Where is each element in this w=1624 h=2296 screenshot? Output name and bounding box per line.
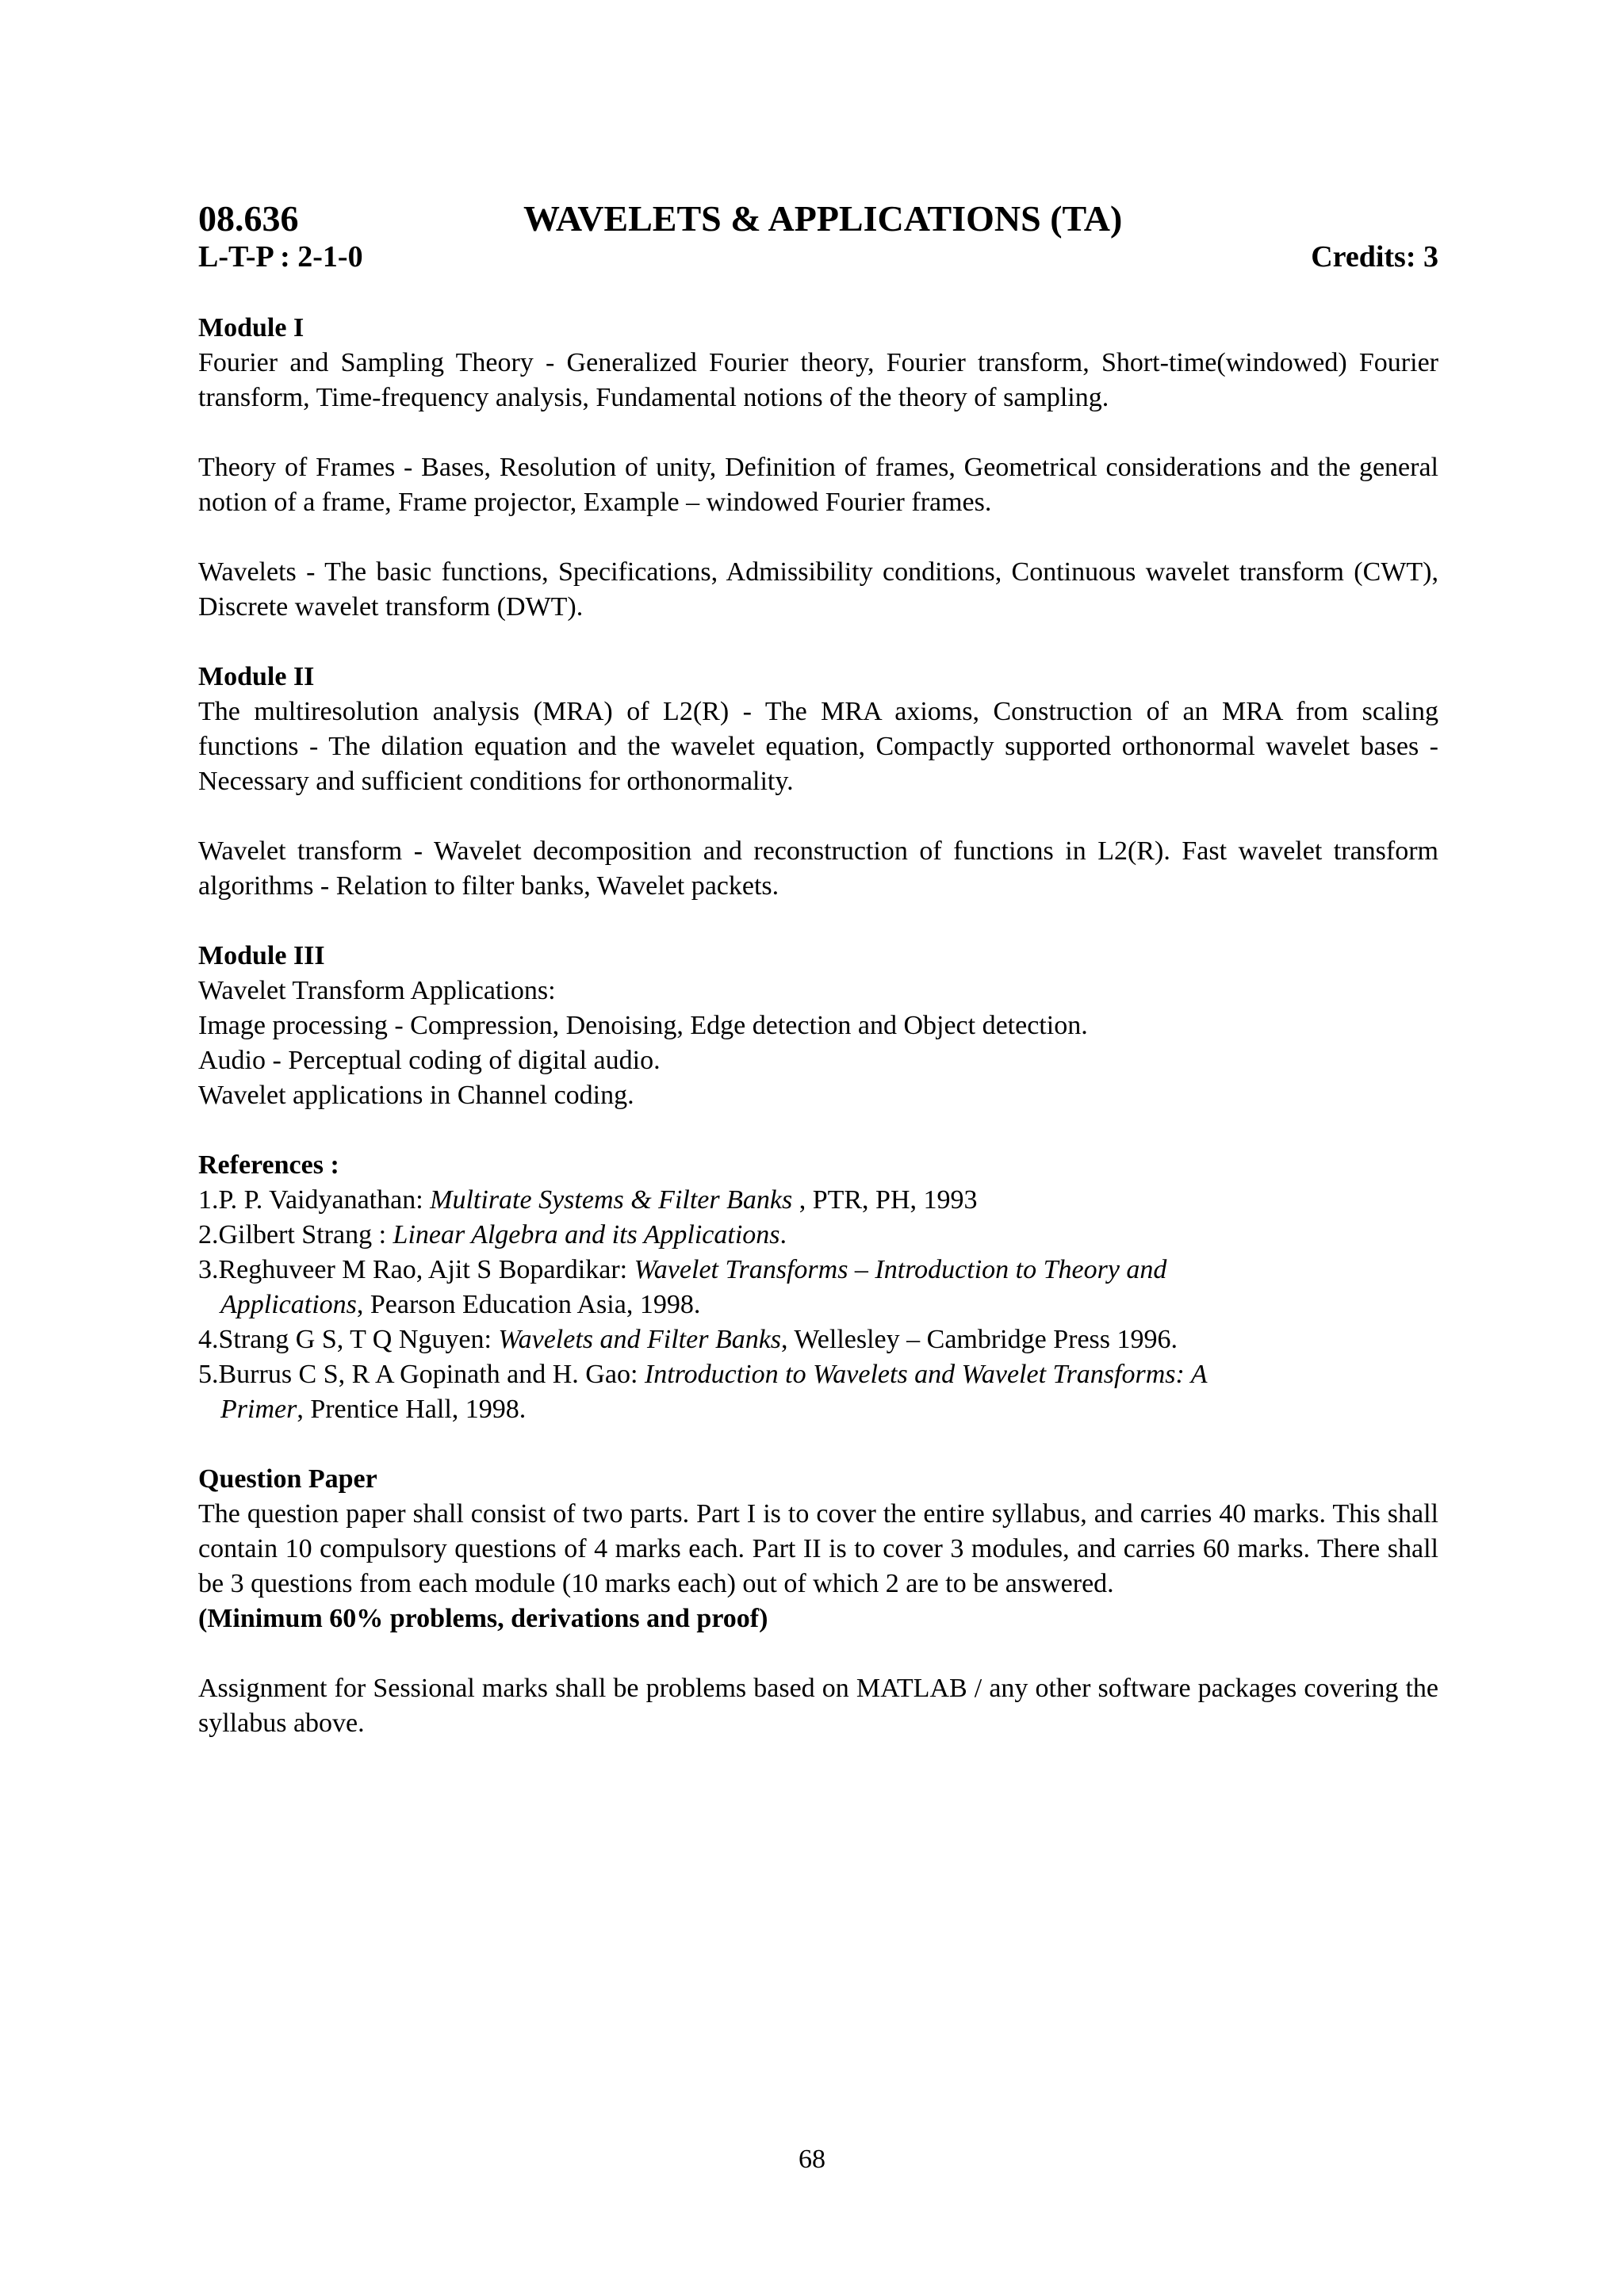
- module-1-heading: Module I: [198, 313, 304, 342]
- reference-title: Wavelets and Filter Banks: [498, 1325, 782, 1354]
- reference-item: [198, 1357, 1438, 1392]
- module-2-heading: Module II: [198, 662, 315, 691]
- question-paper-heading: Question Paper: [198, 1464, 377, 1494]
- reference-author: 1.P. P. Vaidyanathan:: [198, 1185, 431, 1215]
- reference-author: 4.Strang G S, T Q Nguyen:: [198, 1325, 499, 1354]
- module-3-heading: Module III: [198, 941, 325, 970]
- reference-title: Multirate Systems & Filter Banks: [430, 1185, 793, 1215]
- reference-item: [198, 1183, 1438, 1218]
- reference-item: [198, 1322, 1438, 1357]
- reference-publisher: , Pearson Education Asia, 1998.: [356, 1290, 701, 1319]
- reference-publisher: , PTR, PH, 1993: [792, 1185, 978, 1215]
- reference-title: Wavelet Transforms – Introduction to Theory and: [634, 1255, 1167, 1284]
- reference-publisher: , Prentice Hall, 1998.: [297, 1395, 527, 1424]
- references-heading: References :: [198, 1150, 339, 1180]
- reference-author: 2.Gilbert Strang :: [198, 1220, 393, 1249]
- module-3-line: Image processing - Compression, Denoising, Edge detection and Object detection.: [198, 1011, 1088, 1040]
- module-2-paragraph-2: Wavelet transform - Wavelet decomposition and reconstruction of functions in L2(R). Fast wavelet transform algorithms - Relation to filter banks, Wavelet packets.: [198, 836, 1438, 901]
- reference-title: Primer: [220, 1395, 297, 1424]
- reference-title: Applications: [220, 1290, 357, 1319]
- module-3-line: Audio - Perceptual coding of digital audio.: [198, 1046, 661, 1075]
- question-paper-note: (Minimum 60% problems, derivations and proof): [198, 1604, 768, 1633]
- module-3-content: [198, 974, 1438, 1113]
- assignment-paragraph: Assignment for Sessional marks shall be problems based on MATLAB / any other software packages covering the syllabus above.: [198, 1674, 1438, 1738]
- reference-author: 3.Reghuveer M Rao, Ajit S Bopardikar:: [198, 1255, 634, 1284]
- reference-author: 5.Burrus C S, R A Gopinath and H. Gao:: [198, 1360, 645, 1389]
- course-code: 08.636: [198, 198, 299, 239]
- reference-item-continued: [198, 1288, 1438, 1322]
- module-3-line: Wavelet applications in Channel coding.: [198, 1081, 634, 1110]
- course-meta: [198, 239, 1438, 274]
- ltp-label: L-T-P : 2-1-0: [198, 240, 363, 274]
- reference-publisher: .: [779, 1220, 787, 1249]
- module-1-paragraph-1: Fourier and Sampling Theory - Generalized Fourier theory, Fourier transform, Short-time(windowed) Fourier transform, Time-frequency analysis, Fundamental notions of the theory of sampling.: [198, 348, 1438, 412]
- module-3-line: Wavelet Transform Applications:: [198, 976, 556, 1005]
- course-title: WAVELETS & APPLICATIONS (TA): [523, 198, 1123, 239]
- page-number: 68: [799, 2145, 825, 2174]
- reference-publisher: , Wellesley – Cambridge Press 1996.: [781, 1325, 1178, 1354]
- reference-item: [198, 1253, 1438, 1288]
- reference-item: [198, 1218, 1438, 1253]
- reference-title: Introduction to Wavelets and Wavelet Transforms: A: [644, 1360, 1208, 1389]
- references-list: [198, 1183, 1438, 1427]
- credits-label: Credits: 3: [1311, 240, 1438, 274]
- reference-item-continued: [198, 1392, 1438, 1427]
- syllabus-page: [198, 198, 1438, 1741]
- question-paper-paragraph: The question paper shall consist of two parts. Part I is to cover the entire syllabus, and carries 40 marks. This shall contain 10 compulsory questions of 4 marks each. Part II is to cover 3 modules, and carries 60 marks. There shall be 3 questions from each module (10 marks each) out of which 2 are to be answered.: [198, 1499, 1438, 1598]
- course-header: [198, 198, 1438, 239]
- module-2-paragraph-1: The multiresolution analysis (MRA) of L2(R) - The MRA axioms, Construction of an MRA from scaling functions - The dilation equation and the wavelet equation, Compactly supported orthonormal wavelet bases - Necessary and sufficient conditions for orthonormality.: [198, 697, 1438, 796]
- reference-title: Linear Algebra and its Applications: [393, 1220, 780, 1249]
- module-1-paragraph-3: Wavelets - The basic functions, Specifications, Admissibility conditions, Continuous wavelet transform (CWT), Discrete wavelet transform (DWT).: [198, 557, 1438, 622]
- module-1-paragraph-2: Theory of Frames - Bases, Resolution of unity, Definition of frames, Geometrical considerations and the general notion of a frame, Frame projector, Example – windowed Fourier frames.: [198, 453, 1438, 517]
